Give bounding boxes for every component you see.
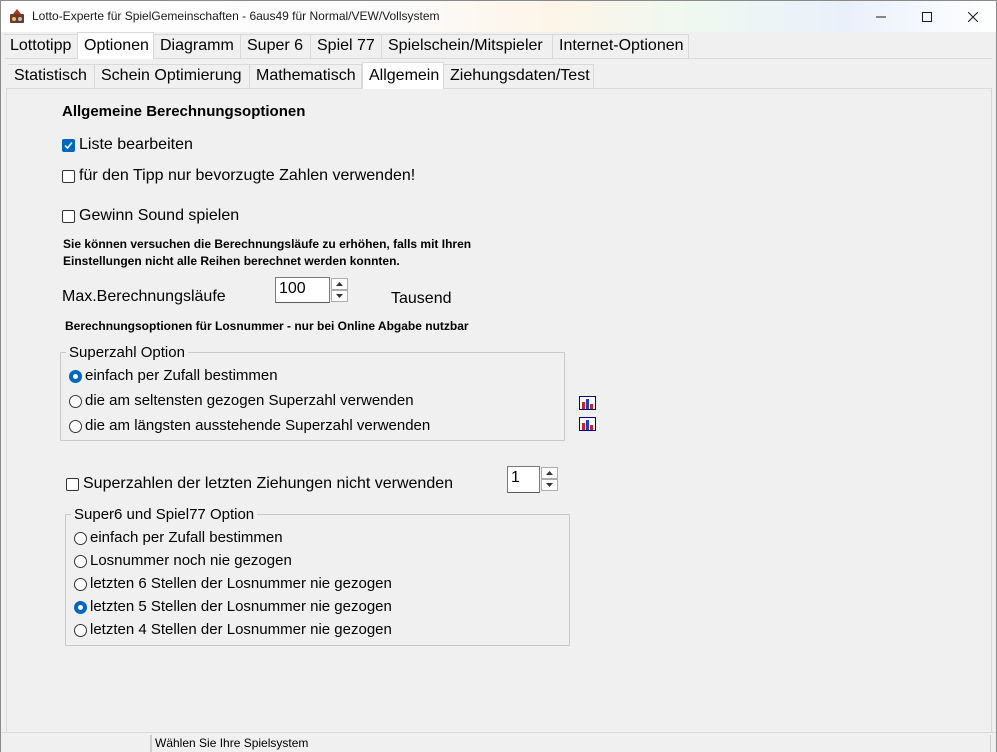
info-text-line1: Sie können versuchen die Berechnungsläufe zu erhöhen, falls mit Ihren: [63, 237, 472, 251]
super6-nie-gezogen-label[interactable]: Losnummer noch nie gezogen: [90, 552, 292, 569]
gewinn-sound-label[interactable]: Gewinn Sound spielen: [79, 207, 240, 224]
super6-letzte5-label[interactable]: letzten 5 Stellen der Losnummer nie gezogen: [90, 598, 392, 615]
tab-diagramm[interactable]: Diagramm: [154, 34, 241, 58]
section-heading: Allgemeine Berechnungsoptionen: [62, 103, 306, 120]
main-tab-bar: [1, 34, 996, 58]
sub-tab-bar: [1, 64, 996, 88]
status-bar: [1, 732, 996, 752]
tab-ziehungsdaten[interactable]: Ziehungsdaten/Test: [444, 64, 594, 88]
info-text-line2: Einstellungen nicht alle Reihen berechnet werden konnten.: [63, 254, 400, 268]
checkmark-icon: [64, 141, 73, 150]
tab-statistisch[interactable]: Statistisch: [8, 64, 95, 88]
super6-letzte5-radio[interactable]: [74, 601, 87, 614]
allgemein-panel: [6, 88, 992, 733]
max-laeufe-label: Max.Berechnungsläufe: [62, 288, 226, 305]
status-pane-2: Wählen Sie Ihre Spielsystem: [151, 735, 991, 752]
superzahlen-letzte-label[interactable]: Superzahlen der letzten Ziehungen nicht verwenden: [83, 475, 454, 492]
max-laeufe-down-button[interactable]: [331, 290, 348, 302]
maximize-icon: [922, 12, 932, 22]
liste-bearbeiten-checkbox[interactable]: [62, 139, 75, 152]
losnummer-note: Berechnungsoptionen für Losnummer - nur bei Online Abgabe nutzbar: [65, 319, 469, 333]
tab-super6[interactable]: Super 6: [241, 34, 311, 58]
app-logo-icon: [9, 8, 25, 24]
superzahl-option-legend: Superzahl Option: [66, 344, 188, 361]
bevorzugte-zahlen-label[interactable]: für den Tipp nur bevorzugte Zahlen verwenden!: [79, 167, 416, 184]
arrow-up-icon: [546, 471, 553, 475]
gewinn-sound-checkbox[interactable]: [62, 210, 75, 223]
super6-spiel77-legend: Super6 und Spiel77 Option: [71, 506, 257, 523]
close-button[interactable]: [950, 1, 996, 32]
bevorzugte-zahlen-checkbox[interactable]: [62, 170, 75, 183]
tab-spiel77[interactable]: Spiel 77: [311, 34, 382, 58]
minimize-button[interactable]: [858, 1, 904, 32]
close-icon: [968, 12, 978, 22]
superzahl-seltensten-radio[interactable]: [69, 395, 82, 408]
max-laeufe-up-button[interactable]: [331, 278, 348, 290]
liste-bearbeiten-label[interactable]: Liste bearbeiten: [79, 136, 193, 153]
superzahl-laengsten-radio[interactable]: [69, 420, 82, 433]
superzahlen-anzahl-input[interactable]: 1: [507, 466, 540, 493]
max-laeufe-unit: Tausend: [391, 290, 452, 307]
super6-zufall-radio[interactable]: [74, 532, 87, 545]
arrow-down-icon: [336, 294, 343, 298]
window-title: Lotto-Experte für SpielGemeinschaften - 6aus49 für Normal/VEW/Vollsystem: [32, 9, 440, 23]
superzahlen-up-button[interactable]: [541, 467, 558, 479]
tab-spielschein[interactable]: Spielschein/Mitspieler: [382, 34, 553, 58]
superzahl-laengsten-label[interactable]: die am längsten ausstehende Superzahl verwenden: [85, 417, 431, 434]
tab-lottotipp[interactable]: Lottotipp: [4, 34, 78, 58]
bar-chart-icon[interactable]: [579, 396, 596, 410]
super6-zufall-label[interactable]: einfach per Zufall bestimmen: [90, 529, 283, 546]
superzahl-seltensten-label[interactable]: die am seltensten gezogen Superzahl verwenden: [85, 392, 414, 409]
max-laeufe-input[interactable]: 100: [275, 277, 330, 303]
tab-mathematisch[interactable]: Mathematisch: [250, 64, 362, 88]
tab-internet-optionen[interactable]: Internet-Optionen: [553, 34, 689, 58]
super6-letzte6-radio[interactable]: [74, 578, 87, 591]
maximize-button[interactable]: [904, 1, 950, 32]
superzahlen-down-button[interactable]: [541, 479, 558, 491]
super6-letzte6-label[interactable]: letzten 6 Stellen der Losnummer nie gezogen: [90, 575, 392, 592]
superzahlen-letzte-checkbox[interactable]: [66, 478, 79, 491]
tab-schein-optimierung[interactable]: Schein Optimierung: [95, 64, 250, 88]
arrow-up-icon: [336, 282, 343, 286]
super6-letzte4-label[interactable]: letzten 4 Stellen der Losnummer nie gezogen: [90, 621, 392, 638]
super6-nie-gezogen-radio[interactable]: [74, 555, 87, 568]
super6-letzte4-radio[interactable]: [74, 624, 87, 637]
minimize-icon: [876, 12, 886, 22]
tab-optionen[interactable]: Optionen: [77, 32, 154, 59]
status-pane-1: [1, 735, 151, 752]
superzahl-zufall-radio[interactable]: [69, 370, 82, 383]
arrow-down-icon: [546, 483, 553, 487]
superzahl-zufall-label[interactable]: einfach per Zufall bestimmen: [85, 367, 278, 384]
tab-allgemein[interactable]: Allgemein: [362, 62, 444, 89]
bar-chart-icon[interactable]: [579, 417, 596, 431]
title-bar[interactable]: [1, 1, 996, 32]
